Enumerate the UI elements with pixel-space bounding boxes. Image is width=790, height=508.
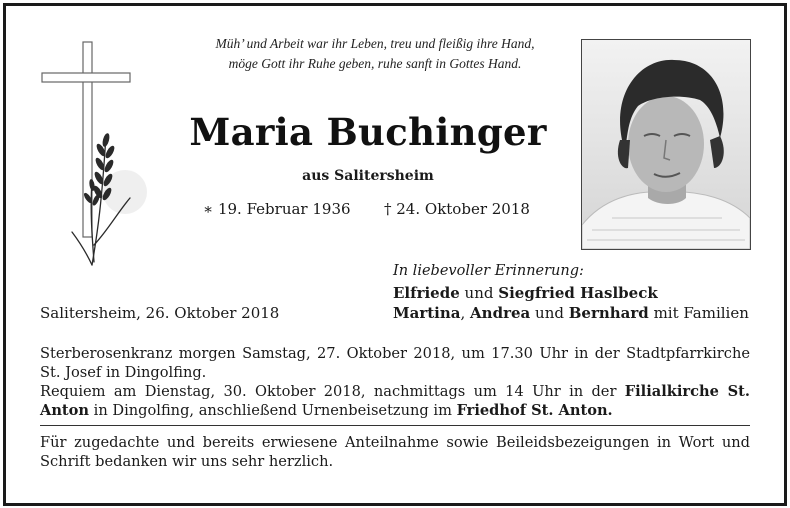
family-line-2 xyxy=(393,304,749,322)
family-connector: und xyxy=(464,284,494,302)
family-separator: , xyxy=(460,304,466,322)
portrait-photo xyxy=(581,39,751,250)
family-name: Siegfried Haslbeck xyxy=(498,284,658,302)
family-name: Andrea xyxy=(470,304,531,322)
verse-line-2: möge Gott ihr Ruhe geben, ruhe sanft in Gottes Hand. xyxy=(228,56,522,71)
cross-with-wheat-icon xyxy=(30,40,150,270)
death-date: † 24. Oktober 2018 xyxy=(384,200,530,218)
requiem-notice xyxy=(40,382,750,420)
requiem-text: Requiem am Dienstag, 30. Oktober 2018, nachmittags um 14 Uhr in der xyxy=(40,383,617,400)
requiem-cemetery: Friedhof St. Anton. xyxy=(456,402,613,419)
memorial-verse xyxy=(175,34,575,74)
family-name: Martina xyxy=(393,304,461,322)
memory-heading: In liebevoller Erinnerung: xyxy=(393,263,584,279)
thanks-note: Für zugedachte und bereits erwiesene Anteilnahme sowie Beileidsbezeigungen in Wort und Schrift bedanken wir uns sehr herzlich. xyxy=(40,434,750,470)
place-date: Salitersheim, 26. Oktober 2018 xyxy=(40,304,280,322)
family-name: Elfriede xyxy=(393,284,460,302)
requiem-church: Filialkirche St. Anton xyxy=(40,383,750,419)
family-name: Bernhard xyxy=(568,304,649,322)
deceased-origin: aus Salitersheim xyxy=(302,168,434,184)
verse-line-1: Müh’ und Arbeit war ihr Leben, treu und fleißig ihre Hand, xyxy=(215,36,535,51)
family-connector: und xyxy=(535,304,564,322)
requiem-text: in Dingolfing, anschließend Urnenbeisetzung im xyxy=(93,402,452,419)
family-line-1 xyxy=(393,284,658,302)
rosary-notice: Sterberosenkranz morgen Samstag, 27. Oktober 2018, um 17.30 Uhr in der Stadtpfarrkirche St. Josef in Dingolfing. xyxy=(40,345,750,381)
deceased-name: Maria Buchinger xyxy=(189,110,547,154)
family-suffix: mit Familien xyxy=(653,304,749,322)
divider xyxy=(40,425,750,426)
birth-date: ∗ 19. Februar 1936 xyxy=(203,200,351,218)
